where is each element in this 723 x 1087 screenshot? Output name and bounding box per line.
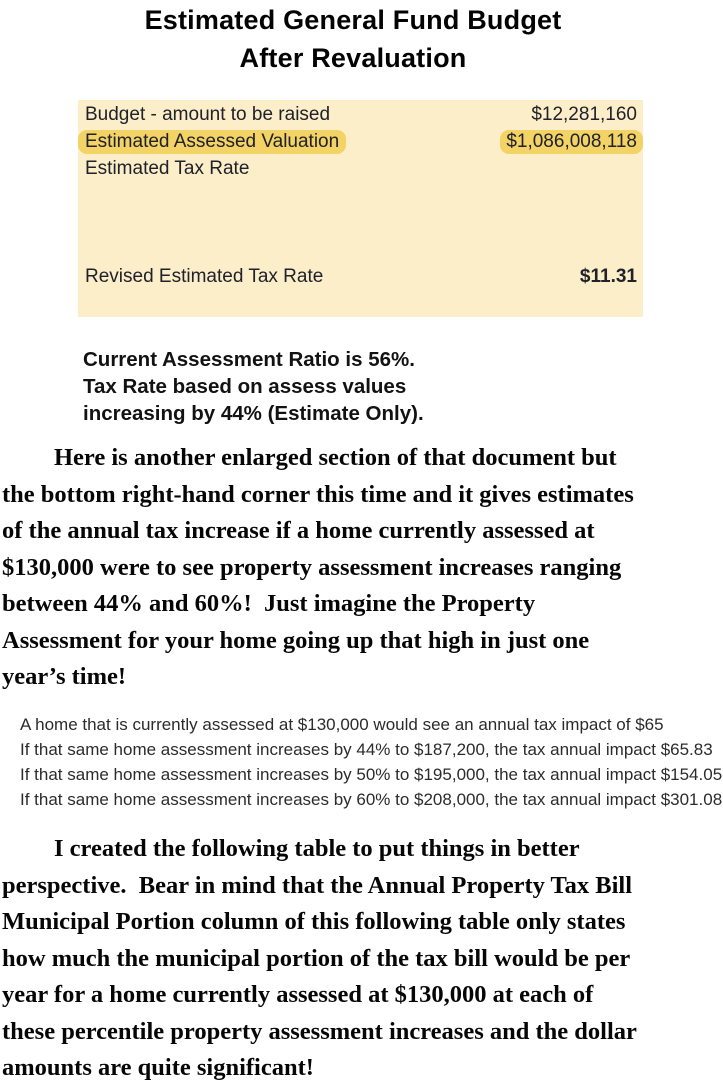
table-row [78, 263, 643, 290]
paragraph-line: how much the municipal portion of the tax bill would be per [2, 944, 631, 972]
paragraph-1 [2, 440, 723, 696]
table-row [78, 128, 643, 155]
row-label: Budget - amount to be raised [85, 103, 331, 125]
table-row [78, 155, 643, 182]
impact-line: If that same home assessment increases by 50% to $195,000, the tax annual impact $154.05 [20, 765, 723, 784]
row-value: $11.31 [579, 265, 637, 287]
table-row [78, 236, 643, 263]
impact-line: If that same home assessment increases by 60% to $208,000, the tax annual impact $301.08 [20, 790, 723, 809]
paragraph-line: the bottom right-hand corner this time and it gives estimates [2, 480, 634, 508]
paragraph-line: these percentile property assessment increases and the dollar [2, 1017, 637, 1045]
row-label: Revised Estimated Tax Rate [85, 265, 324, 287]
assessment-ratio-note [83, 346, 424, 427]
row-value: $12,281,160 [531, 103, 637, 125]
row-label: Estimated Tax Rate [85, 157, 250, 179]
table-row [78, 182, 643, 209]
paragraph-line: year’s time! [2, 663, 127, 690]
document-title [0, 1, 706, 77]
paragraph-line: I created the following table to put things in better [54, 835, 580, 862]
paragraph-line: Here is another enlarged section of that document but [54, 444, 617, 471]
note-line: Tax Rate based on assess values [83, 375, 407, 398]
paragraph-line: year for a home currently assessed at $130,000 at each of [2, 981, 594, 1008]
paragraph-line: Municipal Portion column of this following table only states [2, 908, 626, 935]
note-line: increasing by 44% (Estimate Only). [83, 402, 424, 425]
impact-line: If that same home assessment increases by 44% to $187,200, the tax annual impact $65.83 [20, 740, 713, 759]
paragraph-line: amounts are quite significant! [2, 1054, 314, 1081]
budget-spreadsheet [78, 100, 643, 317]
paragraph-line: between 44% and 60%! Just imagine the Property [2, 590, 536, 617]
table-row [78, 209, 643, 236]
paragraph-line: $130,000 were to see property assessment increases ranging [2, 553, 622, 581]
row-label: Estimated Assessed Valuation [78, 130, 346, 154]
table-row [78, 101, 643, 128]
tax-impact-excerpt [20, 712, 722, 812]
paragraph-line: perspective. Bear in mind that the Annual Property Tax Bill [2, 871, 633, 899]
impact-line: A home that is currently assessed at $130,000 would see an annual tax impact of $65 [20, 715, 664, 734]
title-line-2: After Revaluation [239, 43, 467, 73]
paragraph-2 [2, 831, 723, 1087]
row-value: $1,086,008,118 [500, 130, 643, 154]
table-row [78, 290, 643, 317]
note-line: Current Assessment Ratio is 56%. [83, 348, 415, 371]
paragraph-line: Assessment for your home going up that high in just one [2, 626, 590, 654]
title-line-1: Estimated General Fund Budget [144, 5, 562, 35]
paragraph-line: of the annual tax increase if a home currently assessed at [2, 517, 595, 544]
